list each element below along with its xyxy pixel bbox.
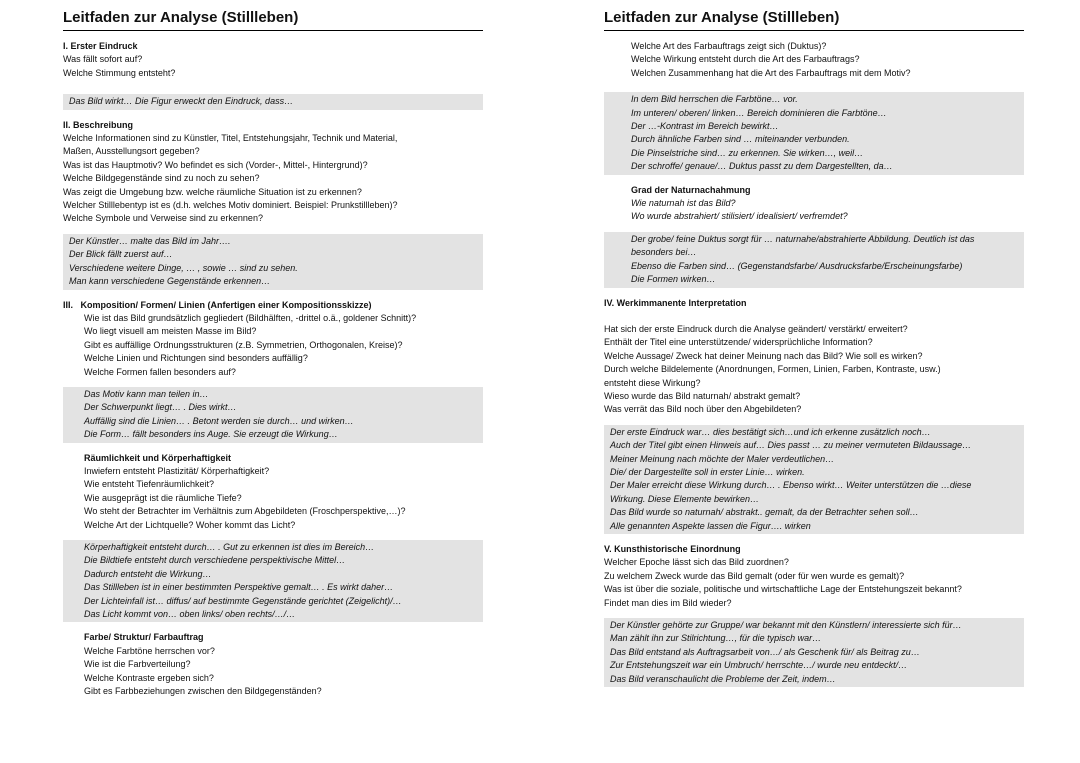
question-line: Hat sich der erste Eindruck durch die Analyse geändert/ verstärkt/ erweitert?: [604, 323, 908, 334]
example-line: besonders bei…: [631, 247, 697, 258]
question-line: Wie ausgeprägt ist die räumliche Tiefe?: [84, 492, 242, 503]
example-line: Auffällig sind die Linien… . Betont werden sie durch… und wirken…: [84, 415, 354, 426]
example-line: Im unteren/ oberen/ linken… Bereich dominieren die Farbtöne…: [631, 107, 887, 118]
question-line: Wie entsteht Tiefenräumlichkeit?: [84, 479, 215, 490]
example-line: Das Bild wirkt… Die Figur erweckt den Eindruck, dass…: [69, 96, 294, 107]
question-line: Wo steht der Betrachter im Verhältnis zum Abgebildeten (Froschperspektive,…)?: [84, 506, 406, 517]
question-line: Gibt es auffällige Ordnungsstrukturen (z.B. Symmetrien, Orthogonalen, Kreise)?: [84, 339, 403, 350]
section-heading: IV. Werkimmanente Interpretation: [604, 297, 747, 308]
example-line: Der Lichteinfall ist… diffus/ auf bestimmte Gegenstände gerichtet (Zeigelicht)/…: [84, 595, 402, 606]
question-line: Wo liegt visuell am meisten Masse im Bild?: [84, 326, 257, 337]
example-box: [604, 618, 1024, 687]
section-raeumlichkeit: [63, 452, 483, 532]
question-line: Welche Symbole und Verweise sind zu erkennen?: [63, 213, 263, 224]
section-naturnachahmung: [604, 184, 1024, 224]
question-line: Wieso wurde das Bild naturnah/ abstrakt gemalt?: [604, 390, 801, 401]
question-line: Welcher Epoche lässt sich das Bild zuordnen?: [604, 557, 789, 568]
example-line: Die Form… fällt besonders ins Auge. Sie erzeugt die Wirkung…: [84, 429, 338, 440]
question-line: Maßen, Ausstellungsort gegeben?: [63, 146, 200, 157]
example-line: Ebenso die Farben sind… (Gegenstandsfarbe/ Ausdrucksfarbe/Erscheinungsfarbe): [631, 260, 963, 271]
example-line: Die Formen wirken…: [631, 274, 716, 285]
example-line: Der schroffe/ genaue/… Duktus passt zu dem Dargestellten, da…: [631, 161, 893, 172]
question-line: Wo wurde abstrahiert/ stilisiert/ idealisiert/ verfremdet?: [631, 211, 848, 222]
example-line: Das Bild veranschaulicht die Probleme der Zeit, indem…: [610, 673, 836, 684]
question-line: Was verrät das Bild noch über den Abgebildeten?: [604, 404, 802, 415]
question-line: Zu welchem Zweck wurde das Bild gemalt (oder für wen wurde es gemalt)?: [604, 570, 905, 581]
question-line: Findet man dies im Bild wieder?: [604, 597, 732, 608]
example-line: Das Bild entstand als Auftragsarbeit von…/ als Geschenk für/ als Beitrag zu…: [610, 646, 920, 657]
question-line: Welche Farbtöne herrschen vor?: [84, 645, 215, 656]
page-title: Leitfaden zur Analyse (Stillleben): [604, 6, 1024, 31]
question-line: Welche Kontraste ergeben sich?: [84, 672, 214, 683]
question-line: Wie ist das Bild grundsätzlich gegliedert (Bildhälften, -drittel o.ä., goldener Schnitt)?: [84, 312, 417, 323]
section-heading: Farbe/ Struktur/ Farbauftrag: [84, 632, 204, 643]
example-line: Man kann verschiedene Gegenstände erkennen…: [69, 276, 271, 287]
question-line: Gibt es Farbbeziehungen zwischen den Bildgegenständen?: [84, 686, 322, 697]
question-line: Durch welche Bildelemente (Anordnungen, Formen, Linien, Farben, Kontraste, usw.): [604, 364, 941, 375]
question-line: Welche Bildgegenstände sind zu noch zu sehen?: [63, 173, 260, 184]
question-line: Welche Formen fallen besonders auf?: [84, 366, 236, 377]
example-line: Das Licht kommt von… oben links/ oben rechts/…/…: [84, 609, 296, 620]
example-line: Durch ähnliche Farben sind … miteinander verbunden.: [631, 134, 850, 145]
section-erster-eindruck: [63, 40, 483, 110]
example-line: Das Stillleben ist in einer bestimmten Perspektive gemalt… . Es wirkt daher…: [84, 582, 394, 593]
question-line: Welche Stimmung entsteht?: [63, 67, 176, 78]
section-interpretation: [604, 297, 1024, 535]
example-line: Auch der Titel gibt einen Hinweis auf… Dies passt … zu meiner vermuteten Bildaussage…: [610, 440, 972, 451]
example-line: Die Pinselstriche sind… zu erkennen. Sie wirken…, weil…: [631, 147, 864, 158]
question-line: Wie ist die Farbverteilung?: [84, 659, 191, 670]
section-kunsthistorisch: [604, 543, 1024, 687]
example-box: [604, 92, 1024, 174]
question-line: Was fällt sofort auf?: [63, 54, 143, 65]
question-line: Welche Art des Farbauftrags zeigt sich (Duktus)?: [631, 41, 827, 51]
question-line: Welche Aussage/ Zweck hat deiner Meinung nach das Bild? Wie soll es wirken?: [604, 350, 923, 361]
section-heading: III. Komposition/ Formen/ Linien (Anfertigen einer Kompositionsskizze): [63, 299, 372, 310]
example-line: Meiner Meinung nach möchte der Maler verdeutlichen…: [610, 453, 835, 464]
example-line: Die/ der Dargestellte soll in erster Linie… wirken.: [610, 466, 805, 477]
question-line: Wie naturnah ist das Bild?: [631, 198, 736, 209]
example-box: [63, 234, 483, 290]
example-line: Das Motiv kann man teilen in…: [84, 388, 209, 399]
example-line: Der Maler erreicht diese Wirkung durch… . Ebenso wirkt… Weiter unterstützen die …diese: [610, 480, 972, 491]
example-box: [604, 232, 1024, 288]
section-heading: I. Erster Eindruck: [63, 41, 138, 51]
example-line: Der Künstler… malte das Bild im Jahr….: [69, 235, 231, 246]
question-line: entsteht diese Wirkung?: [604, 377, 701, 388]
question-line: Welche Wirkung entsteht durch die Art des Farbauftrags?: [631, 54, 860, 65]
section-farbauftrag: [604, 40, 1024, 80]
section-heading: Grad der Naturnachahmung: [631, 184, 751, 195]
section-farbe: [63, 631, 483, 698]
section-heading: Räumlichkeit und Körperhaftigkeit: [84, 452, 232, 463]
example-line: Der erste Eindruck war… dies bestätigt sich…und ich erkenne zusätzlich noch…: [610, 426, 931, 437]
section-heading: V. Kunsthistorische Einordnung: [604, 544, 741, 554]
example-line: Zur Entstehungszeit war ein Umbruch/ herrschte…/ wurde neu entdeckt/…: [610, 660, 908, 671]
example-line: Man zählt ihn zur Stilrichtung…, für die typisch war…: [610, 633, 822, 644]
example-line: Das Bild wurde so naturnah/ abstrakt.. gemalt, da der Betrachter sehen soll…: [610, 507, 919, 518]
example-line: Der grobe/ feine Duktus sorgt für … naturnahe/abstrahierte Abbildung. Deutlich ist das: [631, 233, 975, 244]
example-line: Dadurch entsteht die Wirkung…: [84, 568, 212, 579]
example-line: Die Bildtiefe entsteht durch verschiedene perspektivische Mittel…: [84, 555, 346, 566]
example-box: [604, 425, 1024, 534]
right-page: [604, 0, 1024, 687]
question-line: Was zeigt die Umgebung bzw. welche räumliche Situation ist zu erkennen?: [63, 186, 362, 197]
question-line: Was ist das Hauptmotiv? Wo befindet es sich (Vorder-, Mittel-, Hintergrund)?: [63, 159, 368, 170]
section-heading: II. Beschreibung: [63, 119, 134, 130]
example-line: In dem Bild herrschen die Farbtöne… vor.: [631, 94, 798, 105]
example-line: Der …-Kontrast im Bereich bewirkt…: [631, 121, 779, 132]
example-line: Der Künstler gehörte zur Gruppe/ war bekannt mit den Künstlern/ interessierte sich für…: [610, 620, 962, 631]
question-line: Welcher Stilllebentyp ist es (d.h. welches Motiv dominiert. Beispiel: Prunkstillleben)?: [63, 200, 398, 211]
page-title: Leitfaden zur Analyse (Stillleben): [63, 6, 483, 31]
example-line: Der Schwerpunkt liegt… . Dies wirkt…: [84, 402, 237, 413]
example-box: [63, 94, 483, 109]
question-line: Inwiefern entsteht Plastizität/ Körperhaftigkeit?: [84, 465, 270, 476]
example-line: Verschiedene weitere Dinge, … , sowie … sind zu sehen.: [69, 262, 298, 273]
example-box: [63, 387, 483, 443]
section-beschreibung: [63, 119, 483, 290]
example-line: Wirkung. Diese Elemente bewirken…: [610, 493, 759, 504]
example-box: [63, 540, 483, 622]
example-line: Alle genannten Aspekte lassen die Figur…. wirken: [610, 520, 811, 531]
example-line: Der Blick fällt zuerst auf…: [69, 249, 173, 260]
section-komposition: [63, 299, 483, 443]
left-page: [63, 0, 483, 698]
question-line: Welche Informationen sind zu Künstler, Titel, Entstehungsjahr, Technik und Material,: [63, 133, 398, 144]
question-line: Welchen Zusammenhang hat die Art des Farbauftrags mit dem Motiv?: [631, 67, 911, 78]
question-line: Was ist über die soziale, politische und wirtschaftliche Lage der Entstehungszeit bekannt?: [604, 584, 962, 595]
question-line: Welche Linien und Richtungen sind besonders auffällig?: [84, 353, 308, 364]
question-line: Enthält der Titel eine unterstützende/ widersprüchliche Information?: [604, 337, 873, 348]
question-line: Welche Art der Lichtquelle? Woher kommt das Licht?: [84, 519, 296, 530]
example-line: Körperhaftigkeit entsteht durch… . Gut zu erkennen ist dies im Bereich…: [84, 542, 375, 552]
